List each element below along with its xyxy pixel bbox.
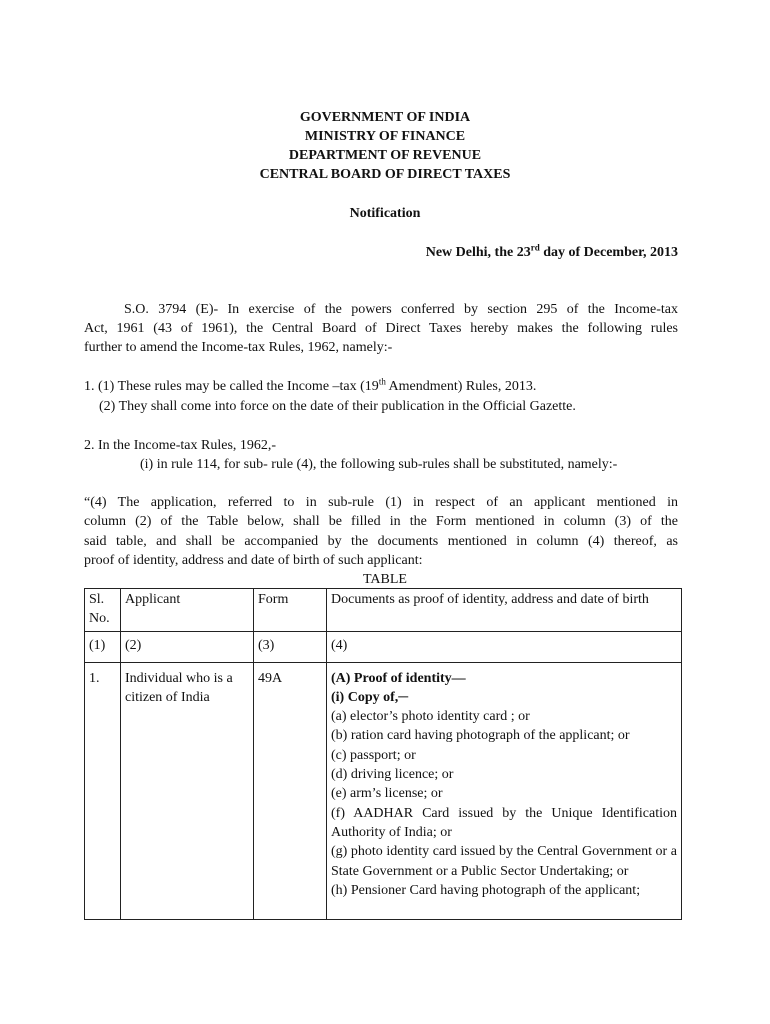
row-1-applicant: Individual who is a citizen of India: [121, 662, 254, 919]
header-sl-no: Sl. No.: [85, 589, 121, 632]
subrule-line-1: “(4) The application, referred to in sub-rule (1) in respect of an applicant mentioned in: [84, 495, 678, 510]
doc-item-e: (e) arm’s license; or: [331, 786, 443, 802]
colnum-1: (1): [85, 631, 121, 662]
rule-1-commencement: (2) They shall come into force on the date of their publication in the Official Gazette.: [99, 399, 576, 414]
header-government: GOVERNMENT OF INDIA: [299, 110, 471, 125]
table-header-row: [85, 589, 682, 632]
notification-title: Notification: [349, 206, 421, 221]
header-board: CENTRAL BOARD OF DIRECT TAXES: [259, 167, 511, 182]
rule-2-clause-i: (i) in rule 114, for sub- rule (4), the following sub-rules shall be substituted, namely:-: [140, 457, 618, 472]
table-caption: TABLE: [363, 572, 407, 587]
doc-item-c: (c) passport; or: [331, 747, 416, 763]
doc-item-d: (d) driving licence; or: [331, 767, 454, 783]
header-form: Form: [254, 589, 327, 632]
proof-of-identity-heading: (A) Proof of identity—: [331, 670, 466, 686]
copy-of-subheading: (i) Copy of,─: [331, 689, 409, 705]
subrule-line-4: proof of identity, address and date of birth of such applicant:: [84, 553, 423, 568]
row-1-documents: [327, 662, 682, 919]
subrule-line-2: column (2) of the Table below, shall be filled in the Form mentioned in column (3) of the: [84, 514, 678, 529]
row-1-sl: 1.: [85, 662, 121, 919]
preamble-line-2: Act, 1961 (43 of 1961), the Central Board of Direct Taxes hereby makes the following rules: [84, 321, 678, 336]
rule-1-title: 1. (1) These rules may be called the Income –tax (19th Amendment) Rules, 2013.: [84, 376, 537, 394]
colnum-4: (4): [327, 631, 682, 662]
preamble-line-1: S.O. 3794 (E)- In exercise of the powers conferred by section 295 of the Income-tax: [124, 302, 678, 317]
header-documents: Documents as proof of identity, address and date of birth: [327, 589, 682, 632]
doc-item-h: (h) Pensioner Card having photograph of the applicant;: [331, 882, 641, 898]
row-1-form: 49A: [254, 662, 327, 919]
documents-table: [84, 588, 682, 920]
table-colnum-row: [85, 631, 682, 662]
preamble-line-3: further to amend the Income-tax Rules, 1962, namely:-: [84, 340, 393, 355]
doc-item-a: (a) elector’s photo identity card ; or: [331, 709, 530, 725]
doc-item-f: (f) AADHAR Card issued by the Unique Identification Authority of India; or: [331, 805, 677, 840]
notification-date: New Delhi, the 23rd day of December, 2013: [425, 242, 678, 260]
doc-item-g: (g) photo identity card issued by the Central Government or a State Government or a Public Sector Undertaking; or: [331, 844, 677, 879]
header-ministry: MINISTRY OF FINANCE: [304, 129, 466, 144]
header-applicant: Applicant: [121, 589, 254, 632]
header-department: DEPARTMENT OF REVENUE: [288, 148, 482, 163]
doc-item-b: (b) ration card having photograph of the applicant; or: [331, 728, 630, 744]
colnum-2: (2): [121, 631, 254, 662]
table-row: [85, 662, 682, 919]
subrule-line-3: said table, and shall be accompanied by the documents mentioned in column (4) thereof, as: [84, 534, 678, 549]
colnum-3: (3): [254, 631, 327, 662]
rule-2-title: 2. In the Income-tax Rules, 1962,-: [84, 438, 277, 453]
